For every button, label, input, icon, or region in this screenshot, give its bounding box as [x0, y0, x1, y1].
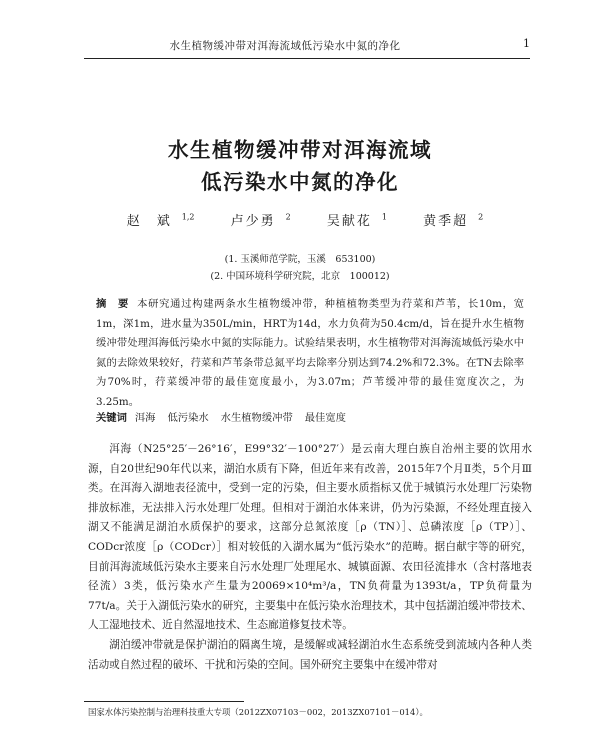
body-text — [88, 440, 532, 675]
keyword: 低污染水 — [167, 412, 209, 424]
running-head: 水生植物缓冲带对洱海流域低污染水中氮的净化 — [169, 40, 401, 52]
keywords-label: 关键词 — [96, 412, 127, 424]
author: 黄季超 $^2$ — [423, 212, 484, 229]
abstract — [96, 295, 524, 412]
abstract-text: 本研究通过构建两条水生植物缓冲带，种植植物类型为荇菜和芦苇，长10m，宽1m，深1m，进水量为350L/min，HRT为14d，水力负荷为50.4cm/d，旨在提升水生植物缓冲带处理洱海低污染水中氮的实际能力。试验结果表明，水生植物带对洱海流域低污染水中氮的去除效果较好，荇菜和芦苇条带总氮平均去除率分别达到74.2%和72.3%。在TN去除率为70%时，荇菜缓冲带的最佳宽度最小，为3.07m；芦苇缓冲带的最佳宽度次之，为3.25m。 — [96, 298, 524, 408]
abstract-label: 摘 要 — [96, 298, 130, 310]
page-number: 1 — [523, 37, 530, 50]
body-paragraph: 湖泊缓冲带就是保护湖泊的隔离生境，是缓解或减轻湖泊水生态系统受到流域内各种人类活动或自然过程的破坏、干扰和污染的空间。国外研究主要集中在缓冲带对 — [88, 638, 532, 671]
footnote-divider — [84, 701, 244, 702]
paper-title-line-1: 水生植物缓冲带对洱海流域 — [168, 138, 432, 162]
keyword: 洱海 — [134, 412, 156, 424]
keyword: 最佳宽度 — [304, 412, 346, 424]
author: 吴献花 $^1$ — [326, 212, 387, 229]
funding-footnote: 国家水体污染控制与治理科技重大专项（2012ZX07103－002，2013ZX07101－014）。 — [88, 707, 428, 717]
header-divider — [84, 58, 530, 59]
author: 卢少勇 $^2$ — [230, 212, 291, 229]
paper-title-line-2: 低污染水中氮的净化 — [201, 170, 399, 194]
affiliation: (1. 玉溪师范学院，玉溪 653100) — [224, 254, 376, 265]
author: 赵 斌 $^{1,2}$ — [126, 212, 195, 229]
author-list — [0, 210, 600, 229]
keyword: 水生植物缓冲带 — [220, 412, 293, 424]
body-paragraph: 洱海（N25°25′－26°16′，E99°32′－100°27′）是云南大理白族自治州主要的饮用水源，自20世纪90年代以来，湖泊水质有下降，但近年来有改善，2015年7个月Ⅱ类，5个月Ⅲ类。在洱海入湖地表径流中，受到一定的污染，但主要水质指标又优于城镇污水处理厂污染物排放标准，无法排入污水处理厂处理。但相对于湖泊水体来讲，仍为污染源，不经处理直接入湖又不能满足湖泊水质保护的要求，这部分总氮浓度［ρ（TN）］、总磷浓度［ρ（TP）］、CODcr浓度［ρ（CODcr）］相对较低的入湖水属为“低污染水”的范畴。据白献宇等的研究，目前洱海流域低污染水主要来自污水处理厂处理尾水、城镇面源、农田径流排水（含村落地表径流）3类，低污染水产生量为20069×10⁴m³/a，TN负荷量为1393t/a，TP负荷量为77t/a。关于入湖低污染水的研究，主要集中在低污染水治理技术，其中包括湖泊缓冲带技术、人工湿地技术、近自然湿地技术、生态廊道修复技术等。 — [88, 443, 532, 632]
affiliation: (2. 中国环境科学研究院，北京 100012) — [210, 271, 390, 282]
keywords — [96, 409, 524, 428]
